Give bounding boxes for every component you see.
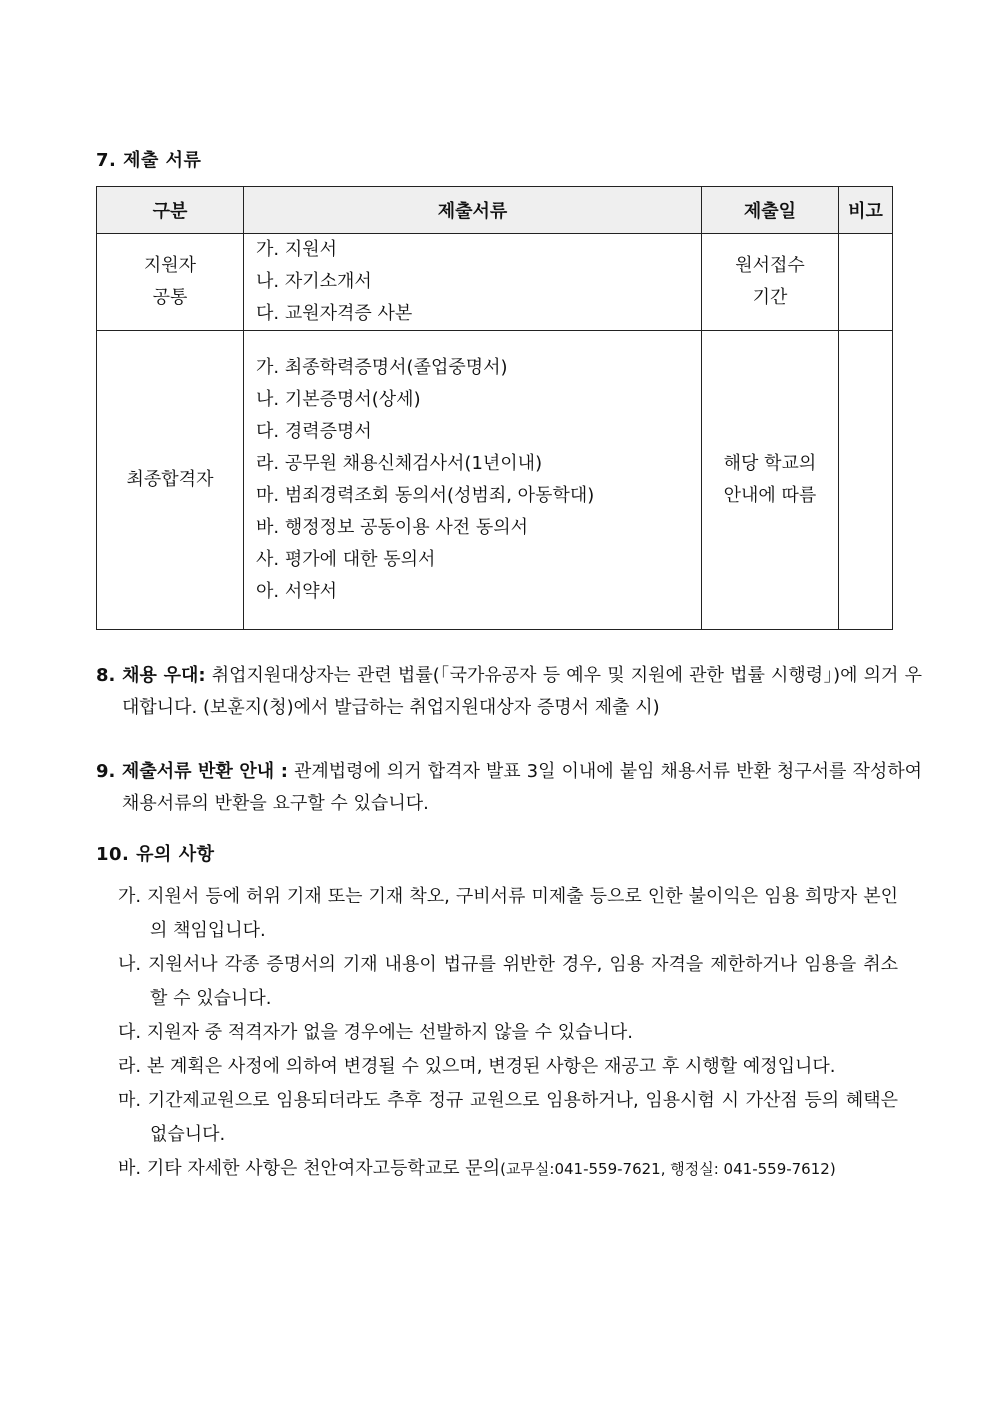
remarks-cell [839,331,893,630]
section-8-preference [96,660,922,724]
document-item: 사. 평가에 대한 동의서 [256,549,436,570]
section-9-return-notice [96,756,922,820]
table-row [97,331,893,630]
section-9-text: 관계법령에 의거 합격자 발표 3일 이내에 붙임 채용서류 반환 청구서를 작성하여 채용서류의 반환을 요구할 수 있습니다. [122,761,922,814]
document-item: 가. 최종학력증명서(졸업중명서) [256,357,508,378]
document-item: 아. 서약서 [256,581,337,602]
documents-cell [244,331,702,630]
document-item: 나. 기본증명서(상세) [256,389,421,410]
remarks-cell [839,234,893,331]
document-item: 가. 지원서 [256,239,337,260]
category-line: 공통 [152,287,188,308]
document-item: 마. 범죄경력조회 동의서(성범죄, 아동학대) [256,485,595,506]
list-item: 다. 지원자 중 적격자가 없을 경우에는 선발하지 않을 수 있습니다. [118,1022,634,1043]
category-cell [97,331,244,630]
submission-date-cell [702,234,839,331]
document-item: 다. 경력증명서 [256,421,372,442]
section-7-heading: 7. 제출 서류 [96,150,202,171]
table-header-row [97,187,893,234]
date-line: 안내에 따름 [723,485,817,506]
list-item: 라. 본 계획은 사정에 의하여 변경될 수 있으며, 변경된 사항은 재공고 후 시행할 예정입니다. [118,1056,836,1077]
document-item: 라. 공무원 채용신체검사서(1년이내) [256,453,543,474]
table-row [97,234,893,331]
section-8-text: 취업지원대상자는 관련 법률(「국가유공자 등 예우 및 지원에 관한 법률 시행령」)에 의거 우대합니다. (보훈지(청)에서 발급하는 취업지원대상자 증명서 제출 시) [122,665,922,718]
date-line: 기간 [752,287,788,308]
notes-list [118,880,898,1186]
contact-text: 바. 기타 자세한 사항은 천안여자고등학교로 문의 [118,1158,501,1179]
date-line: 원서접수 [735,255,805,276]
category-cell [97,234,244,331]
documents-cell [244,234,702,331]
section-9-label: 9. 제출서류 반환 안내 : [96,761,288,782]
list-item [118,1152,898,1186]
list-item: 마. 기간제교원으로 임용되더라도 추후 정규 교원으로 임용하거나, 임용시험 시 가산점 등의 혜택은 없습니다. [118,1090,898,1145]
section-10-heading: 10. 유의 사항 [96,844,215,865]
document-item: 다. 교원자격증 사본 [256,303,413,324]
header-documents: 제출서류 [244,187,702,234]
list-item: 가. 지원서 등에 허위 기재 또는 기재 착오, 구비서류 미제출 등으로 인한 불이익은 임용 희망자 본인의 책임입니다. [118,886,898,941]
section-8-label: 8. 채용 우대: [96,665,206,686]
document-item: 나. 자기소개서 [256,271,372,292]
header-remarks: 비고 [839,187,893,234]
date-line: 해당 학교의 [723,453,817,474]
submission-documents-table [96,186,893,630]
document-item: 바. 행정정보 공동이용 사전 동의서 [256,517,529,538]
header-category: 구분 [97,187,244,234]
category-line: 지원자 [143,255,197,276]
contact-numbers: (교무실:041-559-7621, 행정실: 041-559-7612) [500,1160,836,1178]
category-line: 최종합격자 [126,469,214,490]
header-submission-date: 제출일 [702,187,839,234]
list-item: 나. 지원서나 각종 증명서의 기재 내용이 법규를 위반한 경우, 임용 자격을 제한하거나 임용을 취소할 수 있습니다. [118,954,898,1009]
submission-date-cell [702,331,839,630]
